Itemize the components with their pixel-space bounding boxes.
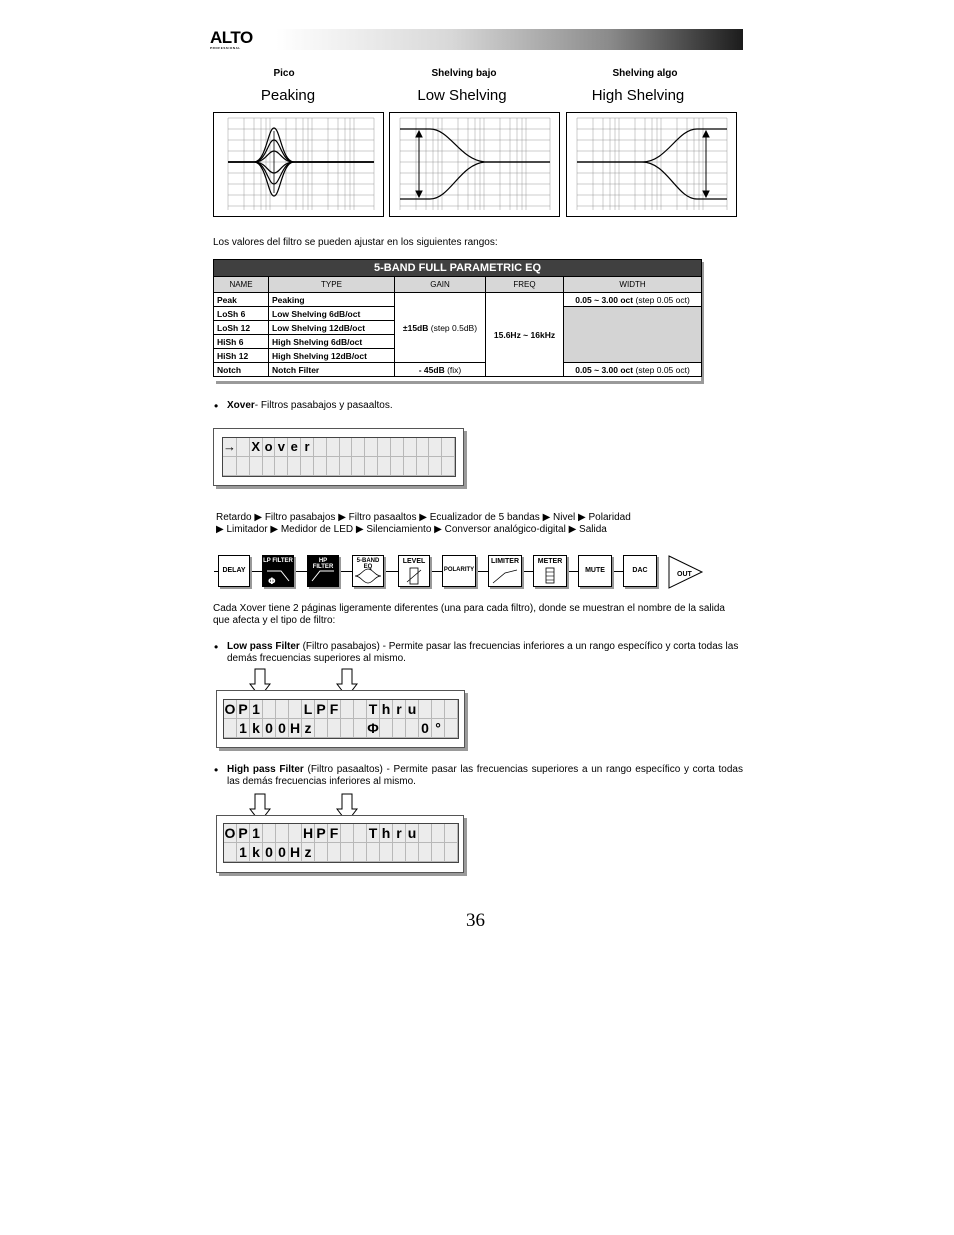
lcd-cell bbox=[393, 843, 406, 862]
lcd-cell: ° bbox=[432, 719, 445, 738]
lcd-cell bbox=[391, 438, 404, 457]
table-row bbox=[214, 363, 702, 377]
block-meter bbox=[533, 555, 567, 587]
table-title: 5-BAND FULL PARAMETRIC EQ bbox=[214, 260, 702, 277]
highpass-icon bbox=[308, 565, 338, 585]
lcd-cell bbox=[237, 457, 250, 476]
lcd-cell bbox=[432, 824, 445, 843]
lcd-cell bbox=[365, 438, 378, 457]
xover-item bbox=[227, 400, 393, 412]
lcd-cell bbox=[406, 843, 419, 862]
width-not-applicable bbox=[564, 307, 702, 363]
lcd-cell bbox=[327, 438, 340, 457]
lcd-cell bbox=[327, 457, 340, 476]
block-level bbox=[398, 555, 430, 587]
lcd-cell bbox=[341, 700, 354, 719]
lcd-cell bbox=[404, 438, 417, 457]
width-value: 0.05 ~ 3.00 oct bbox=[575, 294, 634, 305]
lowpass-desc: (Filtro pasabajos) - Permite pasar las frecuencias inferiores a un rango específico y corta todas las demás frecuencias superiores al mismo. bbox=[227, 641, 739, 664]
lcd-cell bbox=[263, 824, 276, 843]
lcd-cell: u bbox=[406, 700, 419, 719]
block-label: HP FILTER bbox=[312, 558, 334, 570]
filter-name: Peak bbox=[214, 293, 269, 307]
lcd-cell: r bbox=[393, 824, 406, 843]
lcd-cell: r bbox=[393, 700, 406, 719]
lcd-cell: P bbox=[237, 700, 250, 719]
lcd-cell: L bbox=[302, 700, 315, 719]
lcd-cell: h bbox=[380, 824, 393, 843]
gain-notch bbox=[395, 363, 486, 377]
lcd-cell bbox=[315, 719, 328, 738]
lcd-cell bbox=[237, 438, 250, 457]
filter-type: Notch Filter bbox=[269, 363, 395, 377]
highpass-term: High pass Filter bbox=[227, 764, 304, 775]
lcd-cell: 1 bbox=[250, 700, 263, 719]
low-shelving-response-graph bbox=[389, 112, 560, 217]
lcd-cell: P bbox=[315, 700, 328, 719]
lcd-cell: 0 bbox=[276, 719, 289, 738]
eq-curve-icon bbox=[353, 565, 383, 585]
lcd-cell: H bbox=[302, 825, 314, 841]
graph-grid bbox=[228, 118, 374, 210]
lcd-cell bbox=[419, 700, 432, 719]
logo-subtext: PROFESSIONAL bbox=[210, 46, 241, 50]
lcd-cell: h bbox=[380, 700, 393, 719]
lcd-cell bbox=[328, 719, 341, 738]
block-label: DAC bbox=[632, 567, 648, 574]
lcd-cell bbox=[276, 700, 289, 719]
lcd-cell: 1 bbox=[237, 719, 250, 738]
peaking-response-graph bbox=[213, 112, 384, 217]
lcd-display-hpf bbox=[216, 815, 464, 873]
lcd-cell: o bbox=[263, 438, 276, 457]
lcd-cell bbox=[250, 457, 263, 476]
lcd-cell: F bbox=[328, 700, 341, 719]
lcd-cell bbox=[352, 457, 365, 476]
lcd-cell bbox=[263, 457, 276, 476]
lcd-cell bbox=[263, 700, 276, 719]
lcd-cell bbox=[223, 457, 237, 476]
lcd-cell bbox=[354, 700, 367, 719]
lcd-cell bbox=[378, 438, 391, 457]
gain-notch-value: - 45dB bbox=[418, 364, 445, 375]
lcd-character-grid bbox=[223, 438, 455, 476]
lcd-cell bbox=[445, 719, 458, 738]
header-gradient-bar bbox=[212, 29, 743, 50]
lcd-cell bbox=[224, 843, 237, 862]
block-label: OUT bbox=[677, 571, 692, 578]
block-label: 5-BAND EQ bbox=[356, 558, 380, 570]
graph-title: Low Shelving bbox=[417, 87, 507, 104]
signal-chain-text-1: Retardo ▶ Filtro pasabajos ▶ Filtro pasaaltos ▶ Ecualizador de 5 bandas ▶ Nivel ▶ Polaridad bbox=[216, 512, 631, 523]
lcd-cell bbox=[354, 824, 367, 843]
signal-chain-text-2: ▶ Limitador ▶ Medidor de LED ▶ Silenciamiento ▶ Conversor analógico-digital ▶ Salida bbox=[216, 524, 607, 535]
highpass-item bbox=[227, 764, 743, 788]
filter-type: Low Shelving 6dB/oct bbox=[269, 307, 395, 321]
gain-range bbox=[395, 293, 486, 363]
column-header: GAIN bbox=[395, 277, 486, 293]
filter-name: HiSh 12 bbox=[214, 349, 269, 363]
lcd-cell bbox=[391, 457, 404, 476]
gain-notch-note: (fix) bbox=[447, 364, 462, 375]
lcd-cell bbox=[417, 457, 430, 476]
lcd-cell bbox=[419, 824, 432, 843]
lcd-cell bbox=[289, 824, 302, 843]
lcd-cell: r bbox=[301, 438, 314, 457]
lcd-cell bbox=[275, 457, 288, 476]
block-delay bbox=[218, 555, 250, 587]
graph-grid bbox=[400, 118, 550, 210]
lcd-character-grid bbox=[224, 824, 458, 862]
lcd-cell: 0 bbox=[419, 719, 432, 738]
level-fader-icon bbox=[399, 565, 429, 585]
lcd-cell bbox=[315, 843, 328, 862]
lcd-cell: T bbox=[367, 700, 380, 719]
alto-logo bbox=[210, 29, 268, 49]
block-label: LP FILTER bbox=[263, 558, 293, 564]
lcd-cell bbox=[314, 457, 327, 476]
block-mute bbox=[578, 555, 612, 587]
lcd-cell: H bbox=[289, 720, 301, 736]
lcd-cell bbox=[354, 719, 367, 738]
gain-value: ±15dB bbox=[402, 322, 429, 333]
lcd-cell: k bbox=[250, 719, 263, 738]
lcd-cell: k bbox=[250, 843, 263, 862]
lcd-cell bbox=[276, 824, 289, 843]
graph-caption-es: Pico bbox=[273, 68, 295, 79]
filter-name: Notch bbox=[214, 363, 269, 377]
lcd-cell bbox=[429, 457, 442, 476]
graph-caption-es: Shelving algo bbox=[612, 68, 678, 79]
lcd-cell: F bbox=[328, 824, 341, 843]
lowpass-term: Low pass Filter bbox=[227, 641, 300, 652]
column-header: NAME bbox=[214, 277, 269, 293]
lcd-cell bbox=[354, 843, 367, 862]
filter-name: HiSh 6 bbox=[214, 335, 269, 349]
lowpass-icon bbox=[263, 565, 293, 585]
block-label: MUTE bbox=[585, 567, 605, 574]
filter-type: High Shelving 6dB/oct bbox=[269, 335, 395, 349]
lcd-cell bbox=[380, 719, 393, 738]
block-5-band-eq bbox=[352, 555, 384, 587]
graph-caption-es: Shelving bajo bbox=[431, 68, 497, 79]
column-header: TYPE bbox=[269, 277, 395, 293]
xover-description: Cada Xover tiene 2 páginas ligeramente diferentes (una para cada filtro), donde se muestran el nombre de la salida que afecta y el tipo de filtro: bbox=[213, 603, 725, 626]
width-range bbox=[564, 363, 702, 377]
lcd-cell bbox=[429, 438, 442, 457]
lcd-cell: v bbox=[275, 438, 288, 457]
lcd-cell: H bbox=[289, 844, 301, 860]
lcd-cell: 0 bbox=[263, 843, 276, 862]
filter-type: High Shelving 12dB/oct bbox=[269, 349, 395, 363]
bullet-icon: • bbox=[214, 763, 219, 777]
lcd-cell bbox=[417, 438, 430, 457]
eq-spec-table bbox=[213, 259, 701, 381]
block-hp-filter bbox=[307, 555, 339, 587]
filter-name: LoSh 12 bbox=[214, 321, 269, 335]
lcd-cell: T bbox=[367, 824, 380, 843]
freq-range: 15.6Hz ~ 16kHz bbox=[486, 293, 564, 377]
page-number: 36 bbox=[466, 910, 485, 931]
lcd-cell: 1 bbox=[250, 824, 263, 843]
svg-text:Φ: Φ bbox=[268, 577, 276, 585]
lowpass-item bbox=[227, 641, 743, 665]
gain-note: (step 0.5dB) bbox=[430, 322, 478, 333]
lcd-cell: e bbox=[288, 438, 301, 457]
filter-name: LoSh 6 bbox=[214, 307, 269, 321]
block-lp-filter bbox=[262, 555, 294, 587]
lcd-cell bbox=[341, 843, 354, 862]
lcd-cell: z bbox=[302, 719, 315, 738]
lcd-display-lpf bbox=[216, 690, 465, 748]
block-dac bbox=[623, 555, 657, 587]
lcd-cell bbox=[445, 824, 458, 843]
table-row bbox=[214, 293, 702, 307]
bullet-icon: • bbox=[214, 399, 219, 413]
lcd-cell bbox=[341, 824, 354, 843]
lcd-cell bbox=[328, 843, 341, 862]
lcd-cell: u bbox=[406, 824, 419, 843]
lcd-cell: → bbox=[223, 438, 237, 457]
lcd-cell: 1 bbox=[237, 843, 250, 862]
width-note: (step 0.05 oct) bbox=[635, 364, 690, 375]
lcd-cell bbox=[288, 457, 301, 476]
xover-term: Xover bbox=[227, 400, 255, 411]
intro-text: Los valores del filtro se pueden ajustar en los siguientes rangos: bbox=[213, 237, 498, 248]
filter-type: Low Shelving 12dB/oct bbox=[269, 321, 395, 335]
xover-desc: - Filtros pasabajos y pasaaltos. bbox=[254, 400, 393, 411]
lcd-cell: P bbox=[315, 824, 328, 843]
lcd-cell bbox=[445, 700, 458, 719]
limiter-curve-icon bbox=[489, 565, 521, 585]
width-note: (step 0.05 oct) bbox=[635, 294, 690, 305]
led-meter-icon bbox=[534, 565, 566, 585]
lcd-cell bbox=[340, 438, 353, 457]
lcd-cell bbox=[380, 843, 393, 862]
lcd-cell bbox=[442, 457, 455, 476]
lcd-cell: P bbox=[237, 824, 250, 843]
filter-type: Peaking bbox=[269, 293, 395, 307]
high-shelving-arrow bbox=[703, 131, 709, 197]
block-polarity bbox=[442, 555, 476, 587]
lcd-cell bbox=[378, 457, 391, 476]
high-shelving-response-graph bbox=[566, 112, 737, 217]
block-limiter bbox=[488, 555, 522, 587]
block-label: METER bbox=[537, 558, 563, 565]
lcd-cell bbox=[352, 438, 365, 457]
lcd-cell bbox=[406, 719, 419, 738]
lcd-cell: X bbox=[250, 438, 263, 457]
lcd-cell bbox=[340, 457, 353, 476]
lcd-cell bbox=[419, 843, 432, 862]
lcd-cell: O bbox=[224, 701, 236, 717]
lcd-cell bbox=[393, 719, 406, 738]
lcd-character-grid bbox=[224, 700, 458, 738]
graph-title: Peaking bbox=[260, 87, 316, 104]
lcd-cell bbox=[442, 438, 455, 457]
lcd-cell bbox=[224, 719, 237, 738]
lcd-cell bbox=[432, 843, 445, 862]
block-label: DELAY bbox=[222, 567, 246, 574]
width-value: 0.05 ~ 3.00 oct bbox=[575, 364, 634, 375]
lcd-cell bbox=[367, 843, 380, 862]
lcd-cell bbox=[365, 457, 378, 476]
lcd-cell: O bbox=[224, 825, 236, 841]
lcd-cell bbox=[404, 457, 417, 476]
lcd-cell: Φ bbox=[367, 720, 379, 736]
highpass-desc: (Filtro pasaaltos) - Permite pasar las frecuencias superiores a un rango específico y corta todas las demás frecuencias inferiores al mismo. bbox=[227, 764, 743, 787]
logo-text: ALTO bbox=[210, 28, 253, 47]
peaking-curves bbox=[228, 128, 374, 196]
lcd-display-xover bbox=[213, 428, 464, 486]
lcd-cell bbox=[445, 843, 458, 862]
lcd-cell: 0 bbox=[276, 843, 289, 862]
lcd-cell bbox=[432, 700, 445, 719]
block-label: LEVEL bbox=[402, 558, 426, 565]
graph-title: High Shelving bbox=[591, 87, 685, 104]
column-header: WIDTH bbox=[564, 277, 702, 293]
column-header: FREQ bbox=[486, 277, 564, 293]
width-range bbox=[564, 293, 702, 307]
block-label: LIMITER bbox=[491, 558, 519, 565]
bullet-icon: • bbox=[214, 640, 219, 654]
output-triangle-icon bbox=[668, 555, 704, 589]
block-label: POLARITY bbox=[443, 567, 475, 573]
lcd-cell bbox=[341, 719, 354, 738]
lcd-cell bbox=[289, 700, 302, 719]
lcd-cell bbox=[301, 457, 314, 476]
lcd-cell: z bbox=[302, 843, 315, 862]
low-shelving-arrow bbox=[416, 131, 422, 197]
lcd-cell bbox=[314, 438, 327, 457]
lcd-cell: 0 bbox=[263, 719, 276, 738]
